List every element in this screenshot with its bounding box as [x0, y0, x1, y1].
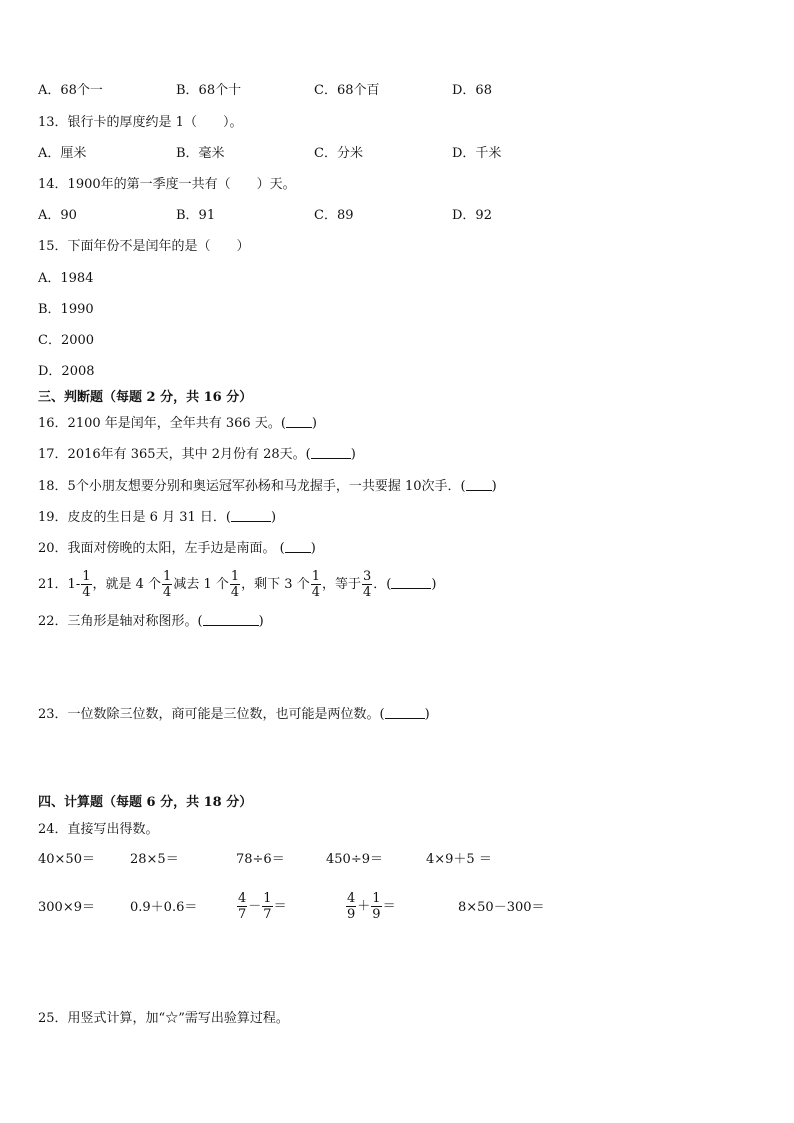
- q21-fraction-3: [230, 569, 240, 600]
- q24-calc-4: 450÷9＝: [326, 852, 383, 867]
- q20: [38, 540, 316, 558]
- q21-f1-denominator: 4: [82, 585, 91, 600]
- q25-stem: 25．用竖式计算，加“☆”需写出验算过程。: [38, 1011, 289, 1026]
- q12-option-a: A．68个一: [38, 83, 103, 98]
- q21-fraction-5: [362, 569, 372, 600]
- q20-close: ): [310, 541, 316, 556]
- q21-fraction-1: [81, 569, 91, 600]
- q24-calc-7: 0.9＋0.6＝: [130, 900, 198, 915]
- q12-option-c: C．68个百: [314, 83, 380, 98]
- q21-part2: ，就是 4 个: [92, 577, 162, 592]
- q24-c9-equals: ＝: [382, 899, 396, 914]
- q24-c9-operator: ＋: [357, 899, 371, 914]
- q24-calc-2: 28×5＝: [130, 852, 179, 867]
- q21-f3-denominator: 4: [230, 585, 240, 600]
- q24-c9-f2-numerator: 1: [372, 891, 381, 906]
- q20-answer-blank[interactable]: [285, 540, 311, 553]
- q15-option-c: C．2000: [38, 333, 95, 348]
- q13-option-c: C．分米: [314, 146, 363, 161]
- q21-f2-numerator: 1: [163, 569, 172, 584]
- q24-calc-8: [236, 890, 287, 924]
- q19: [38, 509, 276, 527]
- q21-close: ): [431, 577, 437, 592]
- q13-option-b: B．毫米: [176, 146, 225, 161]
- q21-f5-denominator: 4: [363, 585, 372, 600]
- q24-c9-fraction-2: [371, 891, 381, 922]
- q14-option-d: D．92: [452, 208, 492, 223]
- q21-f4-numerator: 1: [311, 569, 320, 584]
- q24-c8-f2-numerator: 1: [263, 891, 272, 906]
- q21-f3-numerator: 1: [230, 569, 240, 584]
- q18-close: ): [491, 479, 497, 494]
- q20-text: 20．我面对傍晚的太阳，左手边是南面。 (: [38, 541, 285, 556]
- q13-stem: 13．银行卡的厚度约是 1（ ）。: [38, 115, 243, 130]
- q22: [38, 613, 264, 631]
- q24-stem: 24．直接写出得数。: [38, 822, 159, 837]
- q22-answer-blank[interactable]: [203, 613, 259, 626]
- q21-fraction-2: [162, 569, 172, 600]
- q24-c9-f2-denominator: 9: [372, 907, 381, 922]
- q18-answer-blank[interactable]: [466, 478, 492, 491]
- q19-close: ): [270, 510, 277, 525]
- q24-c8-operator: －: [248, 899, 262, 914]
- q14-option-a: A．90: [38, 208, 77, 223]
- q22-close: ): [258, 614, 264, 629]
- q24-c9-fraction-1: [346, 891, 356, 922]
- q24-calc-9: [345, 890, 396, 924]
- q21-part3: 减去 1 个: [173, 577, 229, 592]
- q21-part1: 21．1-: [38, 577, 81, 592]
- q24-c8-equals: ＝: [273, 899, 287, 914]
- q14-option-c: C．89: [314, 208, 354, 223]
- q19-text: 19．皮皮的生日是 6 月 31 日．(: [38, 510, 231, 525]
- q17: [38, 446, 356, 464]
- q21-part4: ，剩下 3 个: [241, 577, 310, 592]
- q21-f2-denominator: 4: [163, 585, 172, 600]
- section3-title: 三、判断题（每题 2 分，共 16 分）: [38, 390, 253, 405]
- q21-f5-numerator: 3: [363, 569, 372, 584]
- q23-close: ): [424, 707, 430, 722]
- q18-text: 18．5个小朋友想要分别和奥运冠军孙杨和马龙握手，一共要握 10次手．(: [38, 479, 466, 494]
- q12-option-b: B．68个十: [176, 83, 242, 98]
- q24-calc-1: 40×50＝: [38, 852, 95, 867]
- section4-title: 四、计算题（每题 6 分，共 18 分）: [38, 795, 253, 810]
- q14-option-b: B．91: [176, 208, 216, 223]
- q23: [38, 706, 430, 724]
- q24-calc-5: 4×9＋5 ＝: [426, 852, 492, 867]
- q16: [38, 415, 317, 433]
- q17-answer-blank[interactable]: [311, 446, 351, 459]
- q24-calc-6: 300×9＝: [38, 900, 95, 915]
- q24-c9-f1-numerator: 4: [347, 891, 356, 906]
- q17-close: ): [350, 447, 356, 462]
- q21-part5: ，等于: [321, 577, 361, 592]
- q15-stem: 15．下面年份不是闰年的是（ ）: [38, 239, 250, 254]
- q21-fraction-4: [311, 569, 321, 600]
- q24-c8-f2-denominator: 7: [263, 907, 272, 922]
- q24-c8-f1-denominator: 7: [238, 907, 247, 922]
- q16-close: ): [311, 416, 317, 431]
- q17-text: 17．2016年有 365天，其中 2月份有 28天。(: [38, 447, 311, 462]
- q14-stem: 14．1900年的第一季度一共有（ ）天。: [38, 177, 296, 192]
- q23-answer-blank[interactable]: [385, 706, 425, 719]
- q21: [38, 568, 436, 602]
- q18: [38, 478, 497, 496]
- q22-text: 22．三角形是轴对称图形。(: [38, 614, 203, 629]
- q21-f1-numerator: 1: [82, 569, 91, 584]
- q13-option-a: A．厘米: [38, 146, 87, 161]
- q21-answer-blank[interactable]: [391, 576, 431, 589]
- q24-c8-fraction-1: [237, 891, 247, 922]
- q24-calc-10: 8×50－300＝: [458, 900, 545, 915]
- q16-answer-blank[interactable]: [286, 415, 312, 428]
- q16-text: 16．2100 年是闰年，全年共有 366 天。(: [38, 416, 286, 431]
- q13-option-d: D．千米: [452, 146, 502, 161]
- q15-option-a: A．1984: [38, 271, 94, 286]
- q24-c8-f1-numerator: 4: [238, 891, 247, 906]
- q21-part6: ．(: [373, 577, 392, 592]
- q24-c8-fraction-2: [262, 891, 272, 922]
- q19-answer-blank[interactable]: [231, 509, 271, 522]
- q15-option-d: D．2008: [38, 364, 95, 379]
- q24-calc-3: 78÷6＝: [236, 852, 285, 867]
- q21-f4-denominator: 4: [311, 585, 320, 600]
- q23-text: 23．一位数除三位数，商可能是三位数，也可能是两位数。(: [38, 707, 385, 722]
- q15-option-b: B．1990: [38, 302, 94, 317]
- q12-option-d: D．68: [452, 83, 492, 98]
- q24-c9-f1-denominator: 9: [347, 907, 356, 922]
